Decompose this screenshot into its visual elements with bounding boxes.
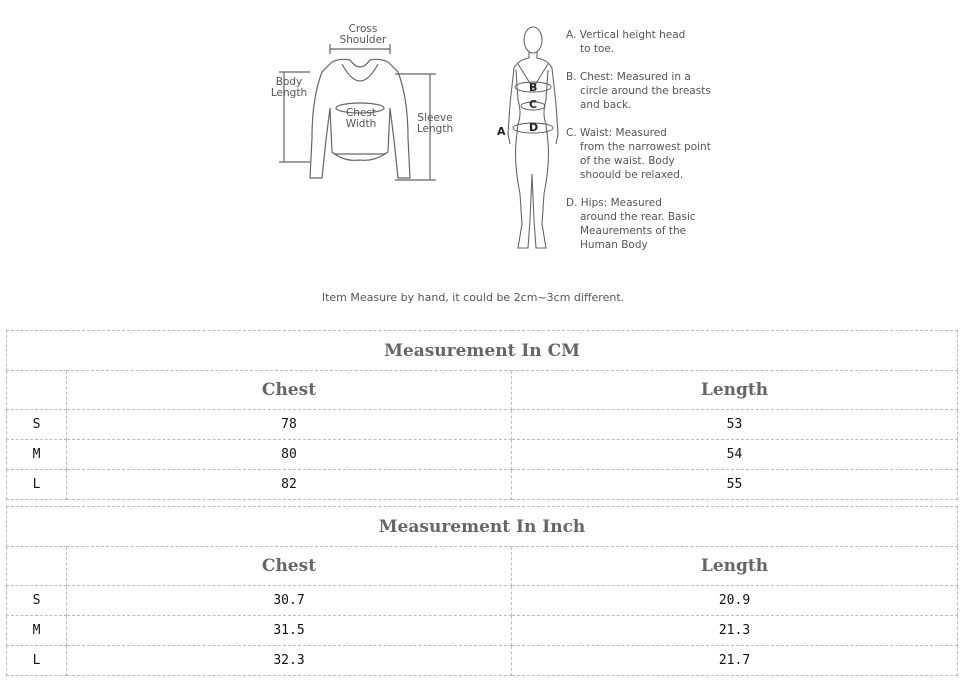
length-cell: 21.7	[512, 646, 958, 676]
legend-item-c: C. Waist: Measured from the narrowest point of the waist. Body shoould be relaxed.	[566, 127, 711, 181]
chest-cell: 78	[67, 410, 512, 440]
table-row	[7, 646, 958, 676]
measure-note: Item Measure by hand, it could be 2cm~3cm different.	[321, 291, 625, 304]
length-cell: 20.9	[512, 586, 958, 616]
legend-item-d: D. Hips: Measured around the rear. Basic Meaurements of the Human Body	[566, 197, 696, 251]
chest-cell: 30.7	[67, 586, 512, 616]
human-body-diagram	[500, 24, 562, 256]
size-cell: S	[7, 410, 67, 440]
column-header-chest: Chest	[67, 371, 512, 410]
corner-cell	[7, 371, 67, 410]
measurement-legend	[566, 28, 716, 266]
size-cell: M	[7, 616, 67, 646]
column-header-chest: Chest	[67, 547, 512, 586]
chest-cell: 82	[67, 470, 512, 500]
length-cell: 53	[512, 410, 958, 440]
chest-cell: 31.5	[67, 616, 512, 646]
legend-item-a: A. Vertical height head to toe.	[566, 29, 686, 55]
sleeve-length-label: Sleeve Length	[416, 112, 454, 135]
column-header-length: Length	[512, 547, 958, 586]
legend-item-b: B. Chest: Measured in a circle around the breasts and back.	[566, 71, 711, 111]
body-length-label: Body Length	[270, 76, 308, 99]
corner-cell	[7, 547, 67, 586]
marker-d: D	[529, 121, 539, 134]
cross-shoulder-label: Cross Shoulder	[339, 23, 387, 46]
table-title: Measurement In CM	[7, 331, 958, 371]
length-cell: 21.3	[512, 616, 958, 646]
chest-width-label: Chest Width	[345, 107, 377, 130]
measurement-figure	[0, 0, 962, 312]
length-cell: 55	[512, 470, 958, 500]
table-row	[7, 470, 958, 500]
length-cell: 54	[512, 440, 958, 470]
chest-cell: 32.3	[67, 646, 512, 676]
size-cell: S	[7, 586, 67, 616]
size-table-inch	[6, 506, 958, 676]
marker-c: C	[529, 98, 538, 111]
marker-b: B	[529, 81, 538, 94]
table-row	[7, 616, 958, 646]
table-row	[7, 440, 958, 470]
marker-a: A	[497, 125, 506, 138]
table-row	[7, 586, 958, 616]
chest-cell: 80	[67, 440, 512, 470]
size-cell: M	[7, 440, 67, 470]
size-cell: L	[7, 646, 67, 676]
size-cell: L	[7, 470, 67, 500]
table-row	[7, 410, 958, 440]
size-table-cm	[6, 330, 958, 500]
column-header-length: Length	[512, 371, 958, 410]
table-title: Measurement In Inch	[7, 507, 958, 547]
